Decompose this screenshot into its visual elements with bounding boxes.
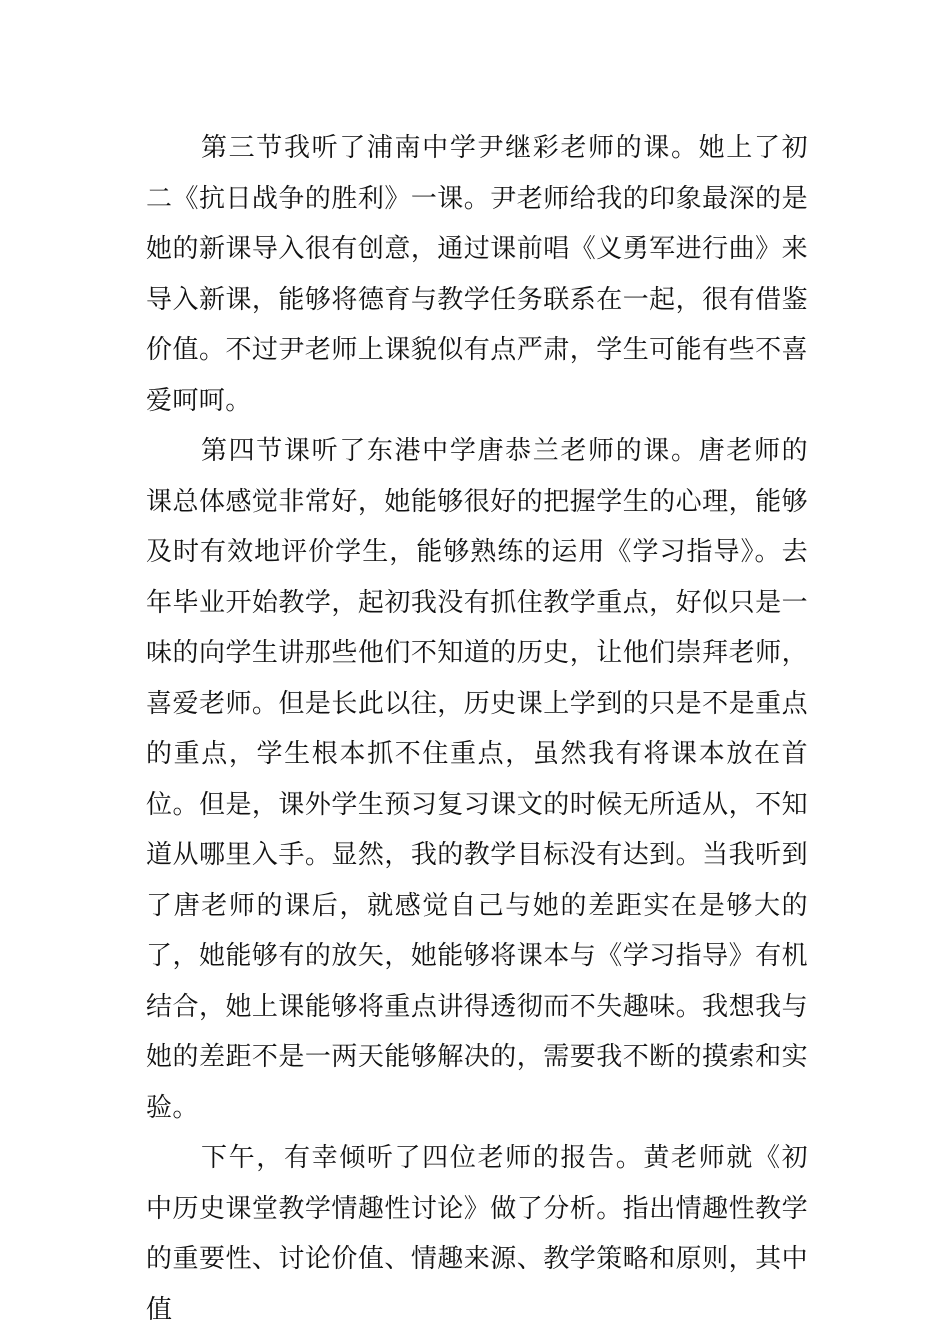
paragraph-afternoon-report: 下午，有幸倾听了四位老师的报告。黄老师就《初中历史课堂教学情趣性讨论》做了分析。指出情趣性教学的重要性、讨论价值、情趣来源、教学策略和原则，其中值 (146, 1143, 808, 1325)
document-body (146, 123, 808, 1335)
paragraph-third-lesson: 第三节我听了浦南中学尹继彩老师的课。她上了初二《抗日战争的胜利》一课。尹老师给我的印象最深的是她的新课导入很有创意，通过课前唱《义勇军进行曲》来导入新课，能够将德育与教学任务联系在一起，很有借鉴价值。不过尹老师上课貌似有点严肃，学生可能有些不喜爱呵呵。 (146, 133, 808, 416)
paragraph-fourth-lesson: 第四节课听了东港中学唐恭兰老师的课。唐老师的课总体感觉非常好，她能够很好的把握学生的心理，能够及时有效地评价学生，能够熟练的运用《学习指导》。去年毕业开始教学，起初我没有抓住教学重点，好似只是一味的向学生讲那些他们不知道的历史，让他们崇拜老师，喜爱老师。但是长此以往，历史课上学到的只是不是重点的重点，学生根本抓不住重点，虽然我有将课本放在首位。但是，课外学生预习复习课文的时候无所适从，不知道从哪里入手。显然，我的教学目标没有达到。当我听到了唐老师的课后，就感觉自己与她的差距实在是够大的了，她能够有的放矢，她能够将课本与《学习指导》有机结合，她上课能够将重点讲得透彻而不失趣味。我想我与她的差距不是一两天能够解决的，需要我不断的摸索和实验。 (146, 436, 808, 1123)
